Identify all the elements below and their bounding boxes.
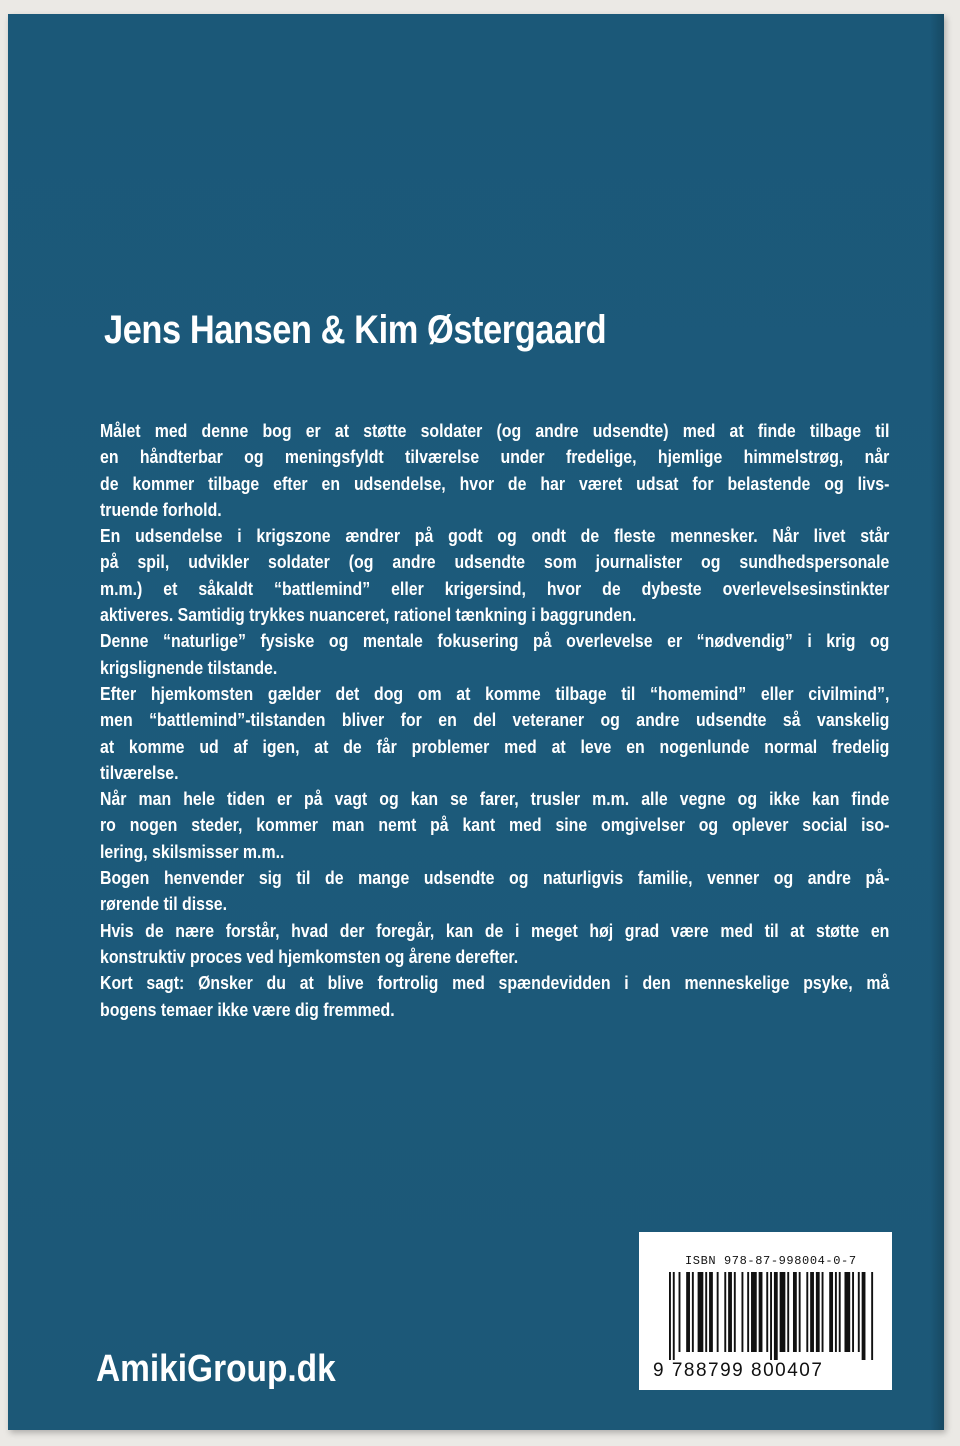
back-cover-blurb [100, 418, 889, 1023]
blurb-line: men “battlemind”-tilstanden bliver for en del veteraner og andre udsendte så vanskelig [100, 709, 890, 731]
barcode-icon [669, 1272, 875, 1360]
blurb-line: konstruktiv proces ved hjemkomsten og årene derefter. [100, 945, 519, 967]
blurb-line: aktiveres. Samtidig trykkes nuanceret, rationel tænkning i baggrunden. [100, 604, 637, 626]
ean-digits: 9 788799 800407 [653, 1360, 824, 1381]
book-back-cover [8, 14, 944, 1430]
author-names: Jens Hansen & Kim Østergaard [104, 308, 607, 352]
blurb-line: tilværelse. [100, 761, 179, 783]
publisher-website: AmikiGroup.dk [96, 1348, 336, 1390]
blurb-line: krigslignende tilstande. [100, 656, 278, 678]
cover-spine-shadow [930, 14, 944, 1430]
isbn-number: ISBN 978-87-998004-0-7 [685, 1254, 857, 1268]
blurb-line: rørende til disse. [100, 893, 228, 915]
blurb-line: Efter hjemkomsten gælder det dog om at komme tilbage til “homemind” eller civilmind”, [100, 682, 890, 704]
blurb-line: de kommer tilbage efter en udsendelse, hvor de har været udsat for belastende og livs- [100, 472, 890, 494]
blurb-line: Denne “naturlige” fysiske og mentale fokusering på overlevelse er “nødvendig” i krig og [100, 630, 890, 652]
blurb-line: ro nogen steder, kommer man nemt på kant med sine omgivelser og oplever social iso- [100, 814, 890, 836]
blurb-line: Målet med denne bog er at støtte soldater (og andre udsendte) med at finde tilbage til [100, 420, 890, 441]
blurb-line: Bogen henvender sig til de mange udsendte og naturligvis familie, venner og andre på- [100, 867, 890, 889]
blurb-line: Når man hele tiden er på vagt og kan se farer, trusler m.m. alle vegne og ikke kan finde [100, 788, 890, 810]
blurb-line: m.m.) et såkaldt “battlemind” eller krigersind, hvor de dybeste overlevelsesinstinkter [100, 577, 890, 599]
blurb-line: at komme ud af igen, at de får problemer med at leve en nogenlunde normal fredelig [100, 735, 890, 757]
blurb-line: på spil, udvikler soldater (og andre udsendte som journalister og sundhedspersonale [100, 551, 890, 573]
blurb-line: lering, skilsmisser m.m.. [100, 840, 285, 862]
blurb-line: en håndterbar og meningsfyldt tilværelse under fredelige, hjemlige himmelstrøg, når [100, 446, 890, 468]
blurb-line: En udsendelse i krigszone ændrer på godt og ondt de fleste mennesker. Når livet står [100, 525, 890, 547]
isbn-barcode-label [639, 1232, 892, 1390]
blurb-line: bogens temaer ikke være dig fremmed. [100, 998, 395, 1020]
blurb-line: Kort sagt: Ønsker du at blive fortrolig med spændevidden i den menneskelige psyke, må [100, 972, 890, 994]
blurb-line: truende forhold. [100, 498, 222, 520]
blurb-line: Hvis de nære forstår, hvad der foregår, kan de i meget høj grad være med til at støtte en [100, 919, 890, 941]
